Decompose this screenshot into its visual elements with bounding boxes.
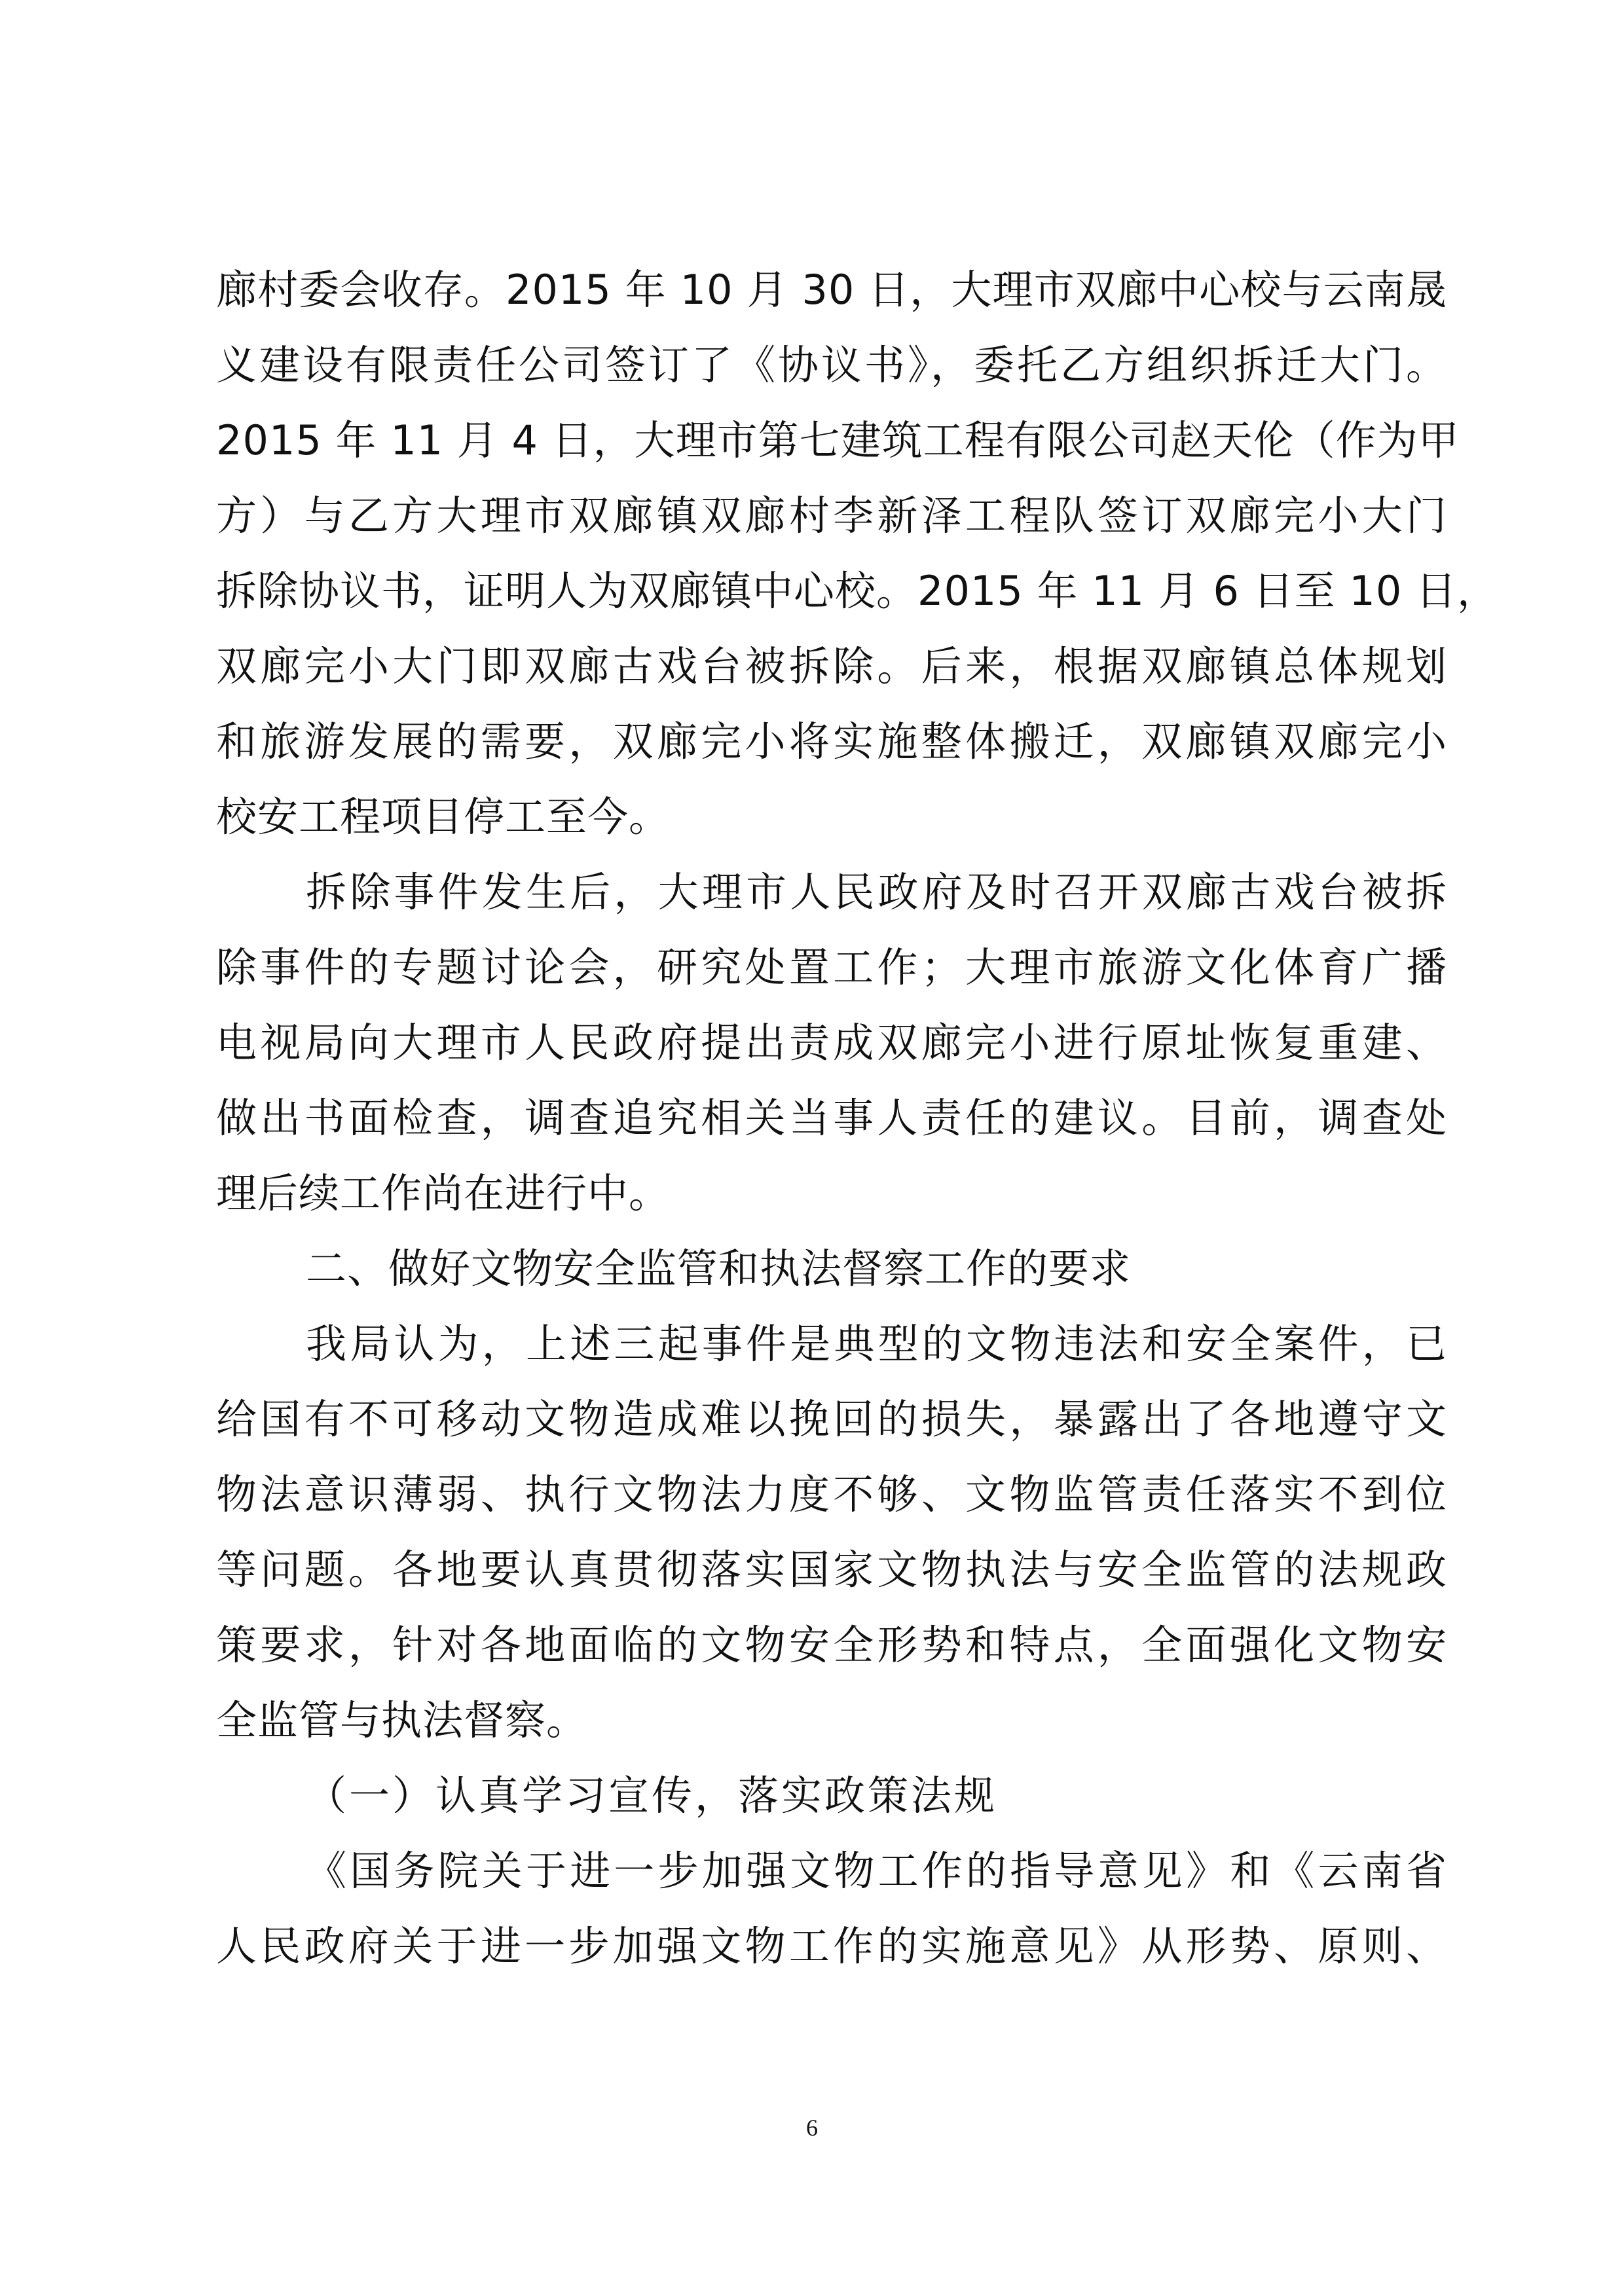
paragraph-line: 除事件的专题讨论会，研究处置工作；大理市旅游文化体育广播 bbox=[216, 943, 1447, 991]
paragraph-line: 2015 年 11 月 4 日，大理市第七建筑工程有限公司赵天伦（作为甲 bbox=[216, 416, 1460, 464]
section-heading: 二、做好文物安全监管和执法督察工作的要求 bbox=[306, 1245, 1132, 1292]
paragraph-line: 《国务院关于进一步加强文物工作的指导意见》和《云南省 bbox=[306, 1847, 1447, 1895]
subsection-heading: （一）认真学习宣传，落实政策法规 bbox=[306, 1772, 998, 1819]
paragraph-line: 物法意识薄弱、执行文物法力度不够、文物监管责任落实不到位 bbox=[216, 1470, 1447, 1518]
paragraph-line: 策要求，针对各地面临的文物安全形势和特点，全面强化文物安 bbox=[216, 1621, 1447, 1669]
paragraph-line: 给国有不可移动文物造成难以挽回的损失，暴露出了各地遵守文 bbox=[216, 1395, 1447, 1443]
paragraph-line: 拆除协议书，证明人为双廊镇中心校。2015 年 11 月 6 日至 10 日， bbox=[216, 567, 1498, 615]
paragraph-line: 廊村委会收存。2015 年 10 月 30 日，大理市双廊中心校与云南晟 bbox=[216, 266, 1447, 314]
paragraph-line: 理后续工作尚在进行中。 bbox=[216, 1169, 671, 1217]
paragraph-line: 双廊完小大门即双廊古戏台被拆除。后来，根据双廊镇总体规划 bbox=[216, 642, 1447, 690]
paragraph-line: 电视局向大理市人民政府提出责成双廊完小进行原址恢复重建、 bbox=[216, 1019, 1447, 1066]
paragraph-line: 全监管与执法督察。 bbox=[216, 1696, 588, 1744]
paragraph-line: 方）与乙方大理市双廊镇双廊村李新泽工程队签订双廊完小大门 bbox=[216, 492, 1447, 539]
paragraph-line: 义建设有限责任公司签订了《协议书》，委托乙方组织拆迁大门。 bbox=[216, 341, 1447, 389]
page-number: 6 bbox=[806, 2115, 818, 2141]
body-text bbox=[216, 252, 1498, 1984]
paragraph-line: 人民政府关于进一步加强文物工作的实施意见》从形势、原则、 bbox=[216, 1922, 1447, 1970]
paragraph-line: 拆除事件发生后，大理市人民政府及时召开双廊古戏台被拆 bbox=[306, 868, 1447, 916]
paragraph-line: 做出书面检查，调查追究相关当事人责任的建议。目前，调查处 bbox=[216, 1094, 1447, 1142]
paragraph-line: 和旅游发展的需要，双廊完小将实施整体搬迁，双廊镇双廊完小 bbox=[216, 718, 1447, 765]
paragraph-line: 校安工程项目停工至今。 bbox=[216, 793, 671, 841]
paragraph-line: 我局认为，上述三起事件是典型的文物违法和安全案件，已 bbox=[306, 1320, 1447, 1368]
paragraph-line: 等问题。各地要认真贯彻落实国家文物执法与安全监管的法规政 bbox=[216, 1546, 1447, 1594]
